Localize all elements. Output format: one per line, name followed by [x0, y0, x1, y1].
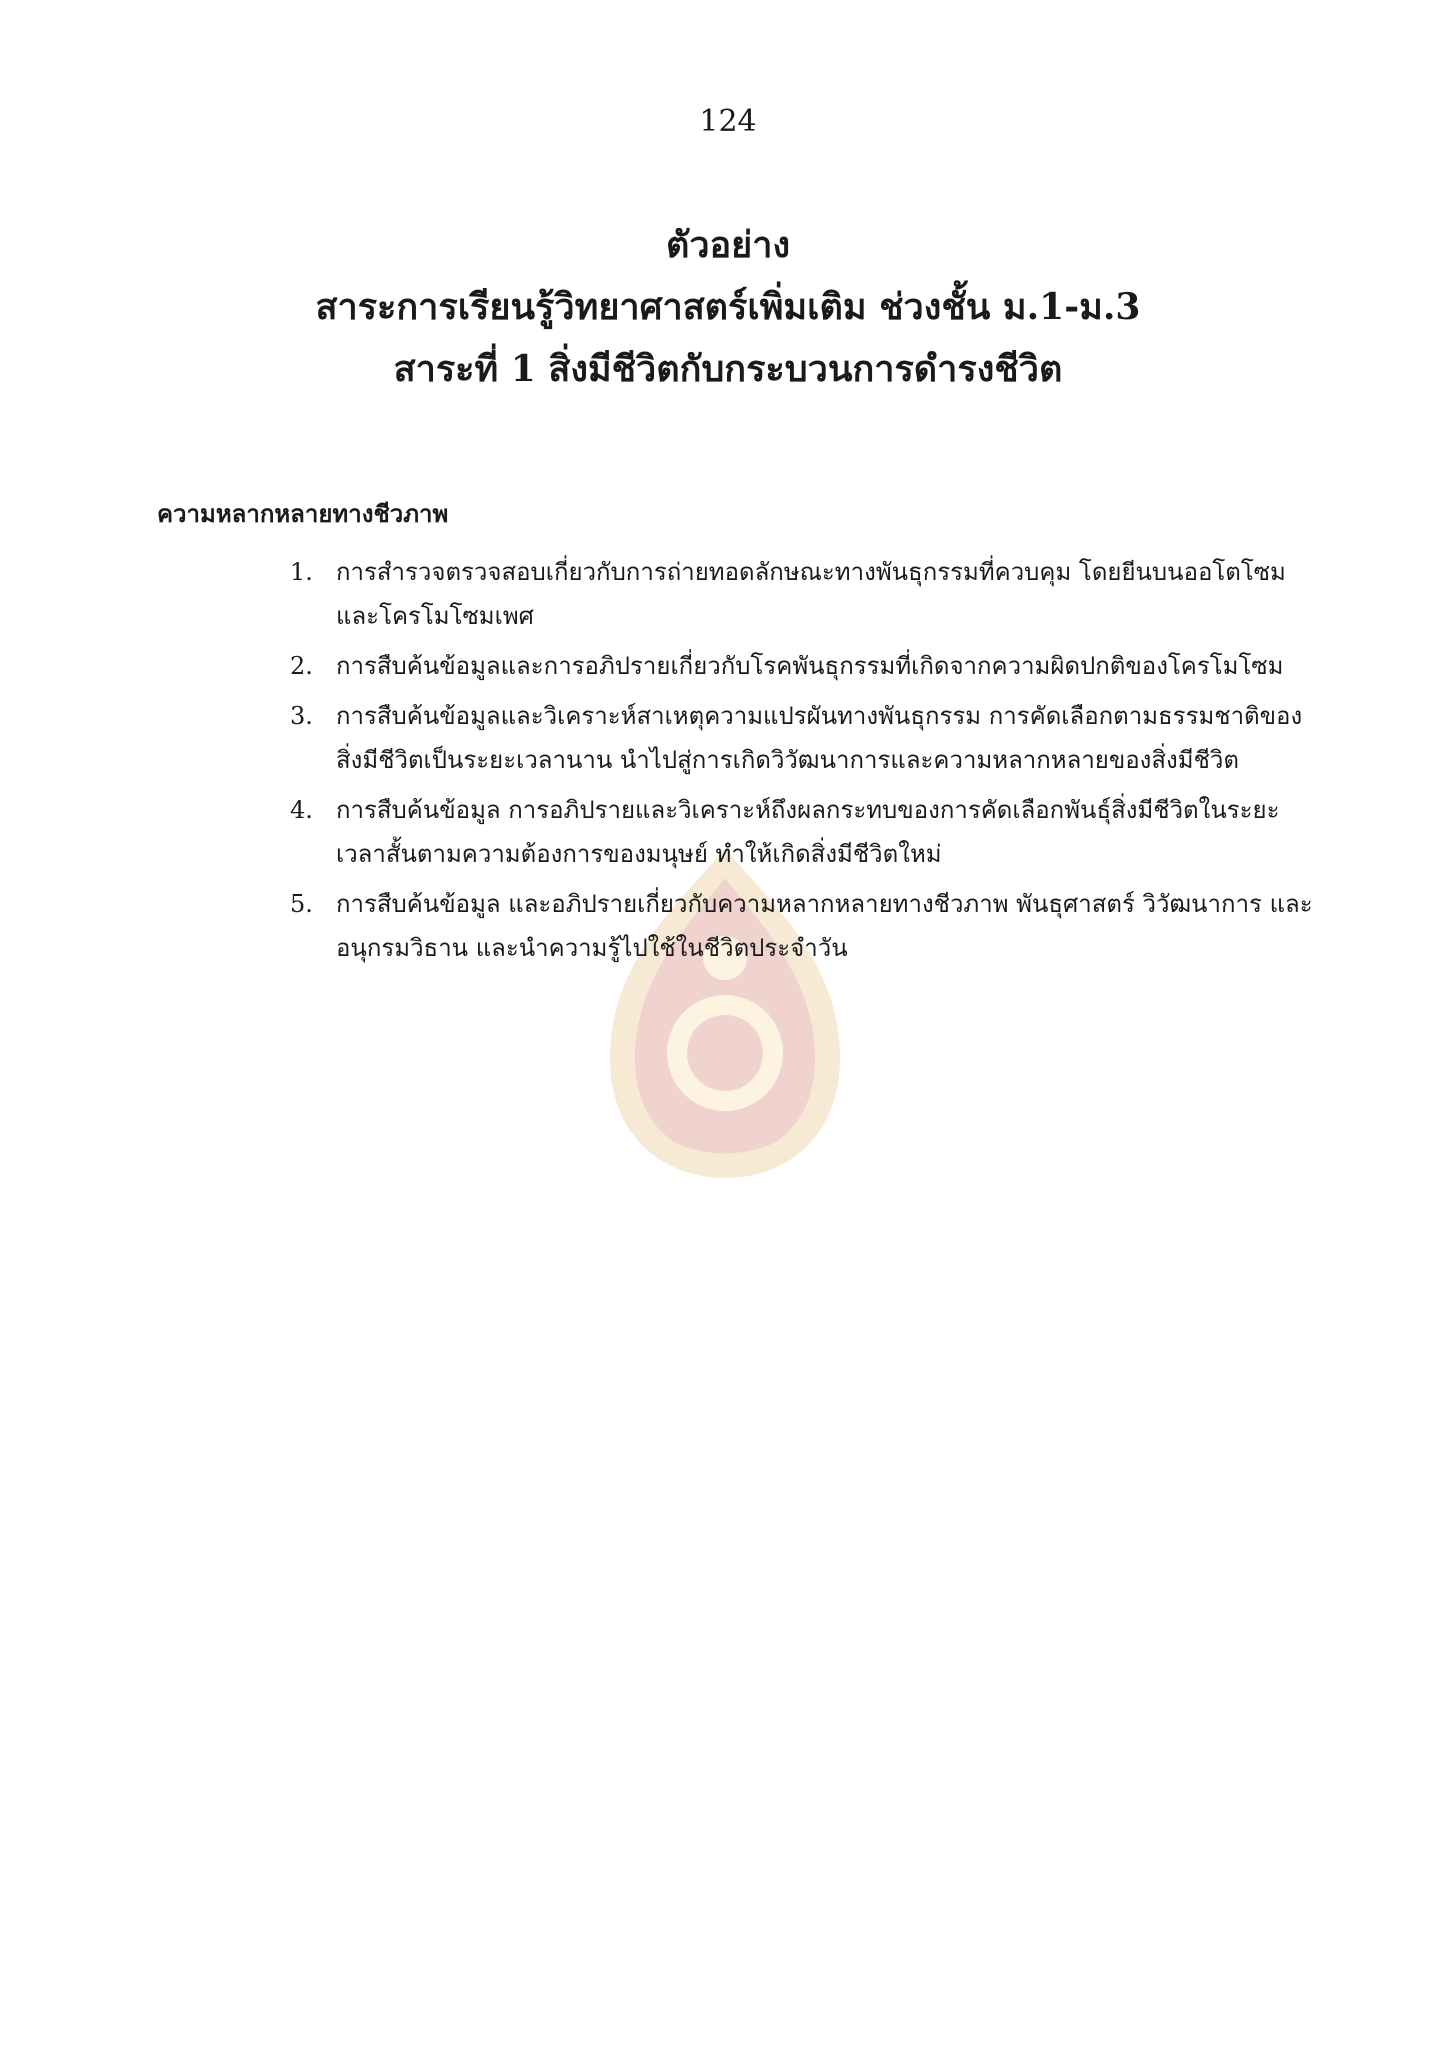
list-item	[290, 788, 1320, 876]
section-title: ความหลากหลายทางชีวภาพ	[157, 499, 449, 528]
list-item	[290, 550, 1320, 638]
list-item	[290, 882, 1320, 970]
heading-example-label: ตัวอย่าง	[665, 224, 791, 266]
list-item-text: การสืบค้นข้อมูล การอภิปรายและวิเคราะห์ถึงผลกระทบของการคัดเลือกพันธุ์สิ่งมีชีวิตในระยะเวลาสั้นตามความต้องการของมนุษย์ ทำให้เกิดสิ่งมีชีวิตใหม่	[336, 796, 1280, 868]
list-item	[290, 694, 1320, 782]
list-item-text: การสืบค้นข้อมูล และอภิปรายเกี่ยวกับความหลากหลายทางชีวภาพ พันธุศาสตร์ วิวัฒนาการ และอนุกรมวิธาน และนำความรู้ไปใช้ในชีวิตประจำวัน	[336, 890, 1313, 962]
list-item-text: การสำรวจตรวจสอบเกี่ยวกับการถ่ายทอดลักษณะทางพันธุกรรมที่ควบคุม โดยยีนบนออโตโซมและโครโมโซมเพศ	[336, 558, 1286, 630]
page-heading	[0, 214, 1456, 400]
list-item	[290, 644, 1320, 688]
list-item-number: 1.	[290, 558, 313, 586]
list-item-text: การสืบค้นข้อมูลและวิเคราะห์สาเหตุความแปรผันทางพันธุกรรม การคัดเลือกตามธรรมชาติของสิ่งมีชีวิตเป็นระยะเวลานาน นำไปสู่การเกิดวิวัฒนาการและความหลากหลายของสิ่งมีชีวิต	[336, 702, 1303, 774]
heading-strand-title: สาระที่ 1 สิ่งมีชีวิตกับกระบวนการดำรงชีวิต	[393, 348, 1063, 390]
list-item-text: การสืบค้นข้อมูลและการอภิปรายเกี่ยวกับโรคพันธุกรรมที่เกิดจากความผิดปกติของโครโมโซม	[336, 652, 1284, 680]
list-item-number: 2.	[290, 652, 313, 680]
list-item-number: 3.	[290, 702, 313, 730]
list-item-number: 4.	[290, 796, 313, 824]
list-item-number: 5.	[290, 890, 313, 918]
heading-subject-title: สาระการเรียนรู้วิทยาศาสตร์เพิ่มเติม ช่วงชั้น ม.1-ม.3	[315, 286, 1141, 328]
content-list	[290, 550, 1320, 976]
page-number: 124	[699, 104, 757, 139]
